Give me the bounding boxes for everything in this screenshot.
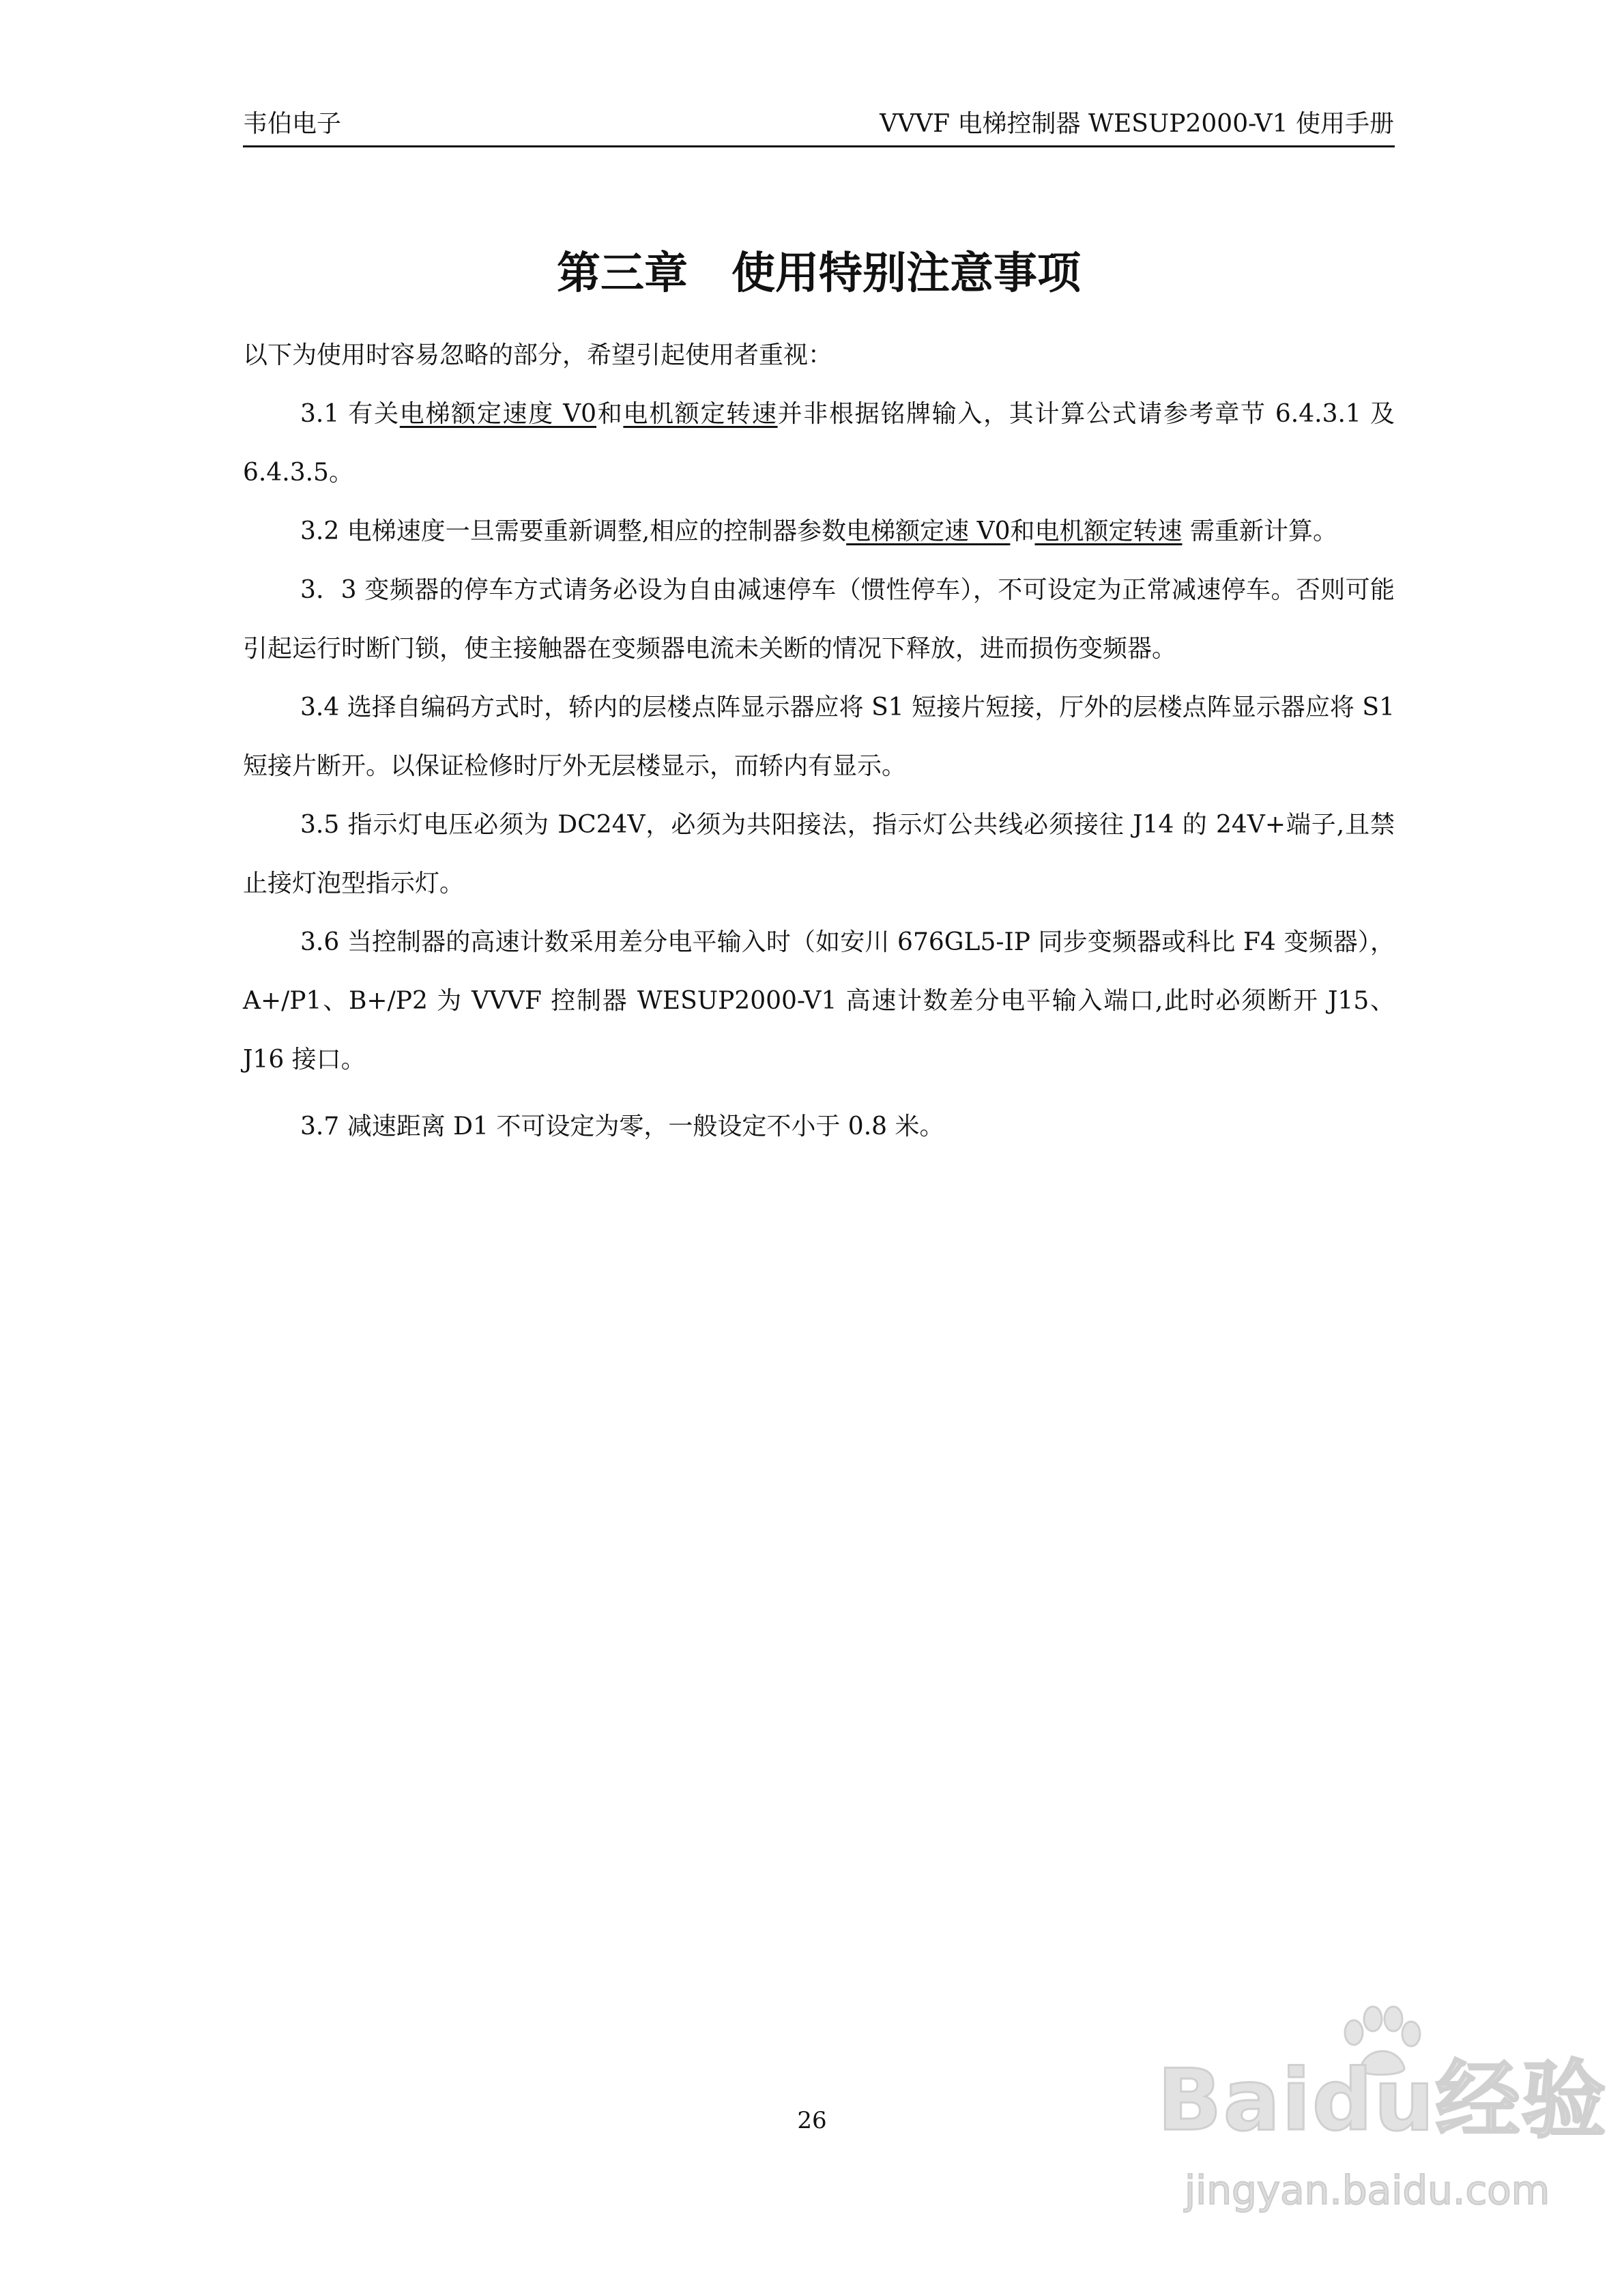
item-3-4 <box>243 678 1395 796</box>
header-company: 韦伯电子 <box>243 110 342 138</box>
text-run: 3.5 指示灯电压必须为 DC24V，必须为共阳接法，指示灯公共线必须接往 J14 的 24V+端子,且禁止接灯泡型指示灯。 <box>243 811 1395 898</box>
underlined-term: 电梯额定速度 V0 <box>399 400 596 428</box>
text-run: 3.4 选择自编码方式时，轿内的层楼点阵显示器应将 S1 短接片短接，厅外的层楼点阵显示器应将 S1 短接片断开。以保证检修时厅外无层楼显示，而轿内有显示。 <box>243 693 1395 780</box>
chapter-title: 第三章 使用特别注意事项 <box>557 248 1081 299</box>
text-run: 3.1 有关 <box>300 400 400 428</box>
page-number: 26 <box>797 2107 827 2134</box>
text-run: 3.7 减速距离 D1 不可设定为零，一般设定不小于 0.8 米。 <box>300 1113 944 1140</box>
text-run: 3.6 当控制器的高速计数采用差分电平输入时（如安川 676GL5-IP 同步变频器或科比 F4 变频器），A+/P1、B+/P2 为 VVVF 控制器 WESUP2000-V1 高速计数差分电平输入端口,此时必须断开 J15、J16 接口。 <box>243 928 1395 1074</box>
text-run: 和 <box>596 400 624 428</box>
item-3-1 <box>243 385 1395 502</box>
item-3-3 <box>243 561 1395 678</box>
header-manual-title: VVVF 电梯控制器 WESUP2000-V1 使用手册 <box>880 110 1394 138</box>
item-3-2 <box>243 502 1395 561</box>
underlined-term: 电梯额定速 V0 <box>846 517 1011 545</box>
text-run: 3.2 电梯速度一旦需要重新调整,相应的控制器参数 <box>300 517 847 545</box>
item-3-5 <box>243 796 1395 913</box>
text-run: 需重新计算。 <box>1182 517 1337 545</box>
item-3-7 <box>243 1097 1395 1156</box>
header-divider <box>243 145 1395 147</box>
text-run: 并非根据铭牌输入，其计算公式请参考章节 6.4.3.1 及 6.4.3.5。 <box>243 400 1395 487</box>
underlined-term: 电机额定转速 <box>1034 517 1183 545</box>
text-run: 3．3 变频器的停车方式请务必设为自由减速停车（惯性停车），不可设定为正常减速停车。否则可能引起运行时断门锁，使主接触器在变频器电流未关断的情况下释放，进而损伤变频器。 <box>243 576 1395 663</box>
underlined-term: 电机额定转速 <box>623 400 778 428</box>
chapter-body <box>243 326 1395 1156</box>
watermark-logo-text: Baidu经验 <box>1157 2052 1608 2150</box>
text-run: 和 <box>1010 517 1035 545</box>
watermark-url: jingyan.baidu.com <box>1185 2167 1550 2213</box>
item-3-6 <box>243 913 1395 1089</box>
baidu-jingyan-watermark <box>1157 2005 1608 2237</box>
intro-paragraph: 以下为使用时容易忽略的部分，希望引起使用者重视： <box>243 341 833 369</box>
